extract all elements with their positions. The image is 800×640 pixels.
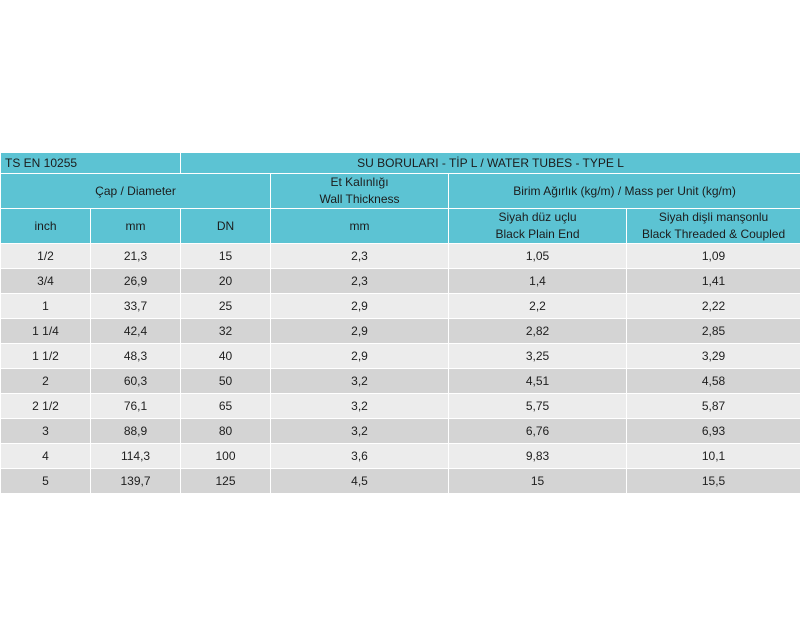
plain-end-mass-cell: 6,76 — [449, 419, 627, 444]
mm-cell: 42,4 — [91, 319, 181, 344]
title-row — [1, 153, 800, 174]
mm-cell: 88,9 — [91, 419, 181, 444]
plain-end-mass-cell: 15 — [449, 469, 627, 494]
table-row — [1, 269, 800, 294]
dn-cell: 40 — [181, 344, 271, 369]
inch-cell: 1 — [1, 294, 91, 319]
plain-end-mass-cell: 3,25 — [449, 344, 627, 369]
threaded-coupled-mass-cell: 5,87 — [627, 394, 800, 419]
thickness-cell: 3,2 — [271, 369, 449, 394]
threaded-coupled-header-tr: Siyah dişli manşonlu — [658, 210, 769, 224]
threaded-coupled-mass-cell: 15,5 — [627, 469, 800, 494]
table-body — [1, 244, 800, 494]
thickness-cell: 2,3 — [271, 269, 449, 294]
thickness-cell: 2,9 — [271, 294, 449, 319]
thickness-cell: 2,9 — [271, 319, 449, 344]
mass-header: Birim Ağırlık (kg/m) / Mass per Unit (kg/m) — [449, 174, 800, 209]
mm-cell: 48,3 — [91, 344, 181, 369]
mm-cell: 60,3 — [91, 369, 181, 394]
dn-cell: 125 — [181, 469, 271, 494]
plain-end-header-tr: Siyah düz uçlu — [498, 210, 577, 224]
threaded-coupled-mass-cell: 4,58 — [627, 369, 800, 394]
mm-cell: 21,3 — [91, 244, 181, 269]
wall-thickness-header-tr: Et Kalınlığı — [330, 175, 389, 189]
diameter-header: Çap / Diameter — [1, 174, 271, 209]
plain-end-mass-cell: 1,4 — [449, 269, 627, 294]
inch-cell: 1/2 — [1, 244, 91, 269]
threaded-coupled-mass-cell: 2,22 — [627, 294, 800, 319]
threaded-coupled-mass-cell: 1,09 — [627, 244, 800, 269]
mm-cell: 26,9 — [91, 269, 181, 294]
threaded-coupled-mass-cell: 2,85 — [627, 319, 800, 344]
table-row — [1, 444, 800, 469]
threaded-coupled-mass-cell: 3,29 — [627, 344, 800, 369]
thickness-cell: 2,3 — [271, 244, 449, 269]
thickness-mm-header: mm — [271, 209, 449, 244]
threaded-coupled-header-en: Black Threaded & Coupled — [641, 227, 786, 241]
dn-cell: 15 — [181, 244, 271, 269]
table-row — [1, 244, 800, 269]
plain-end-mass-cell: 4,51 — [449, 369, 627, 394]
water-tubes-spec-table — [0, 152, 800, 494]
standard-code: TS EN 10255 — [1, 153, 181, 174]
mm-cell: 114,3 — [91, 444, 181, 469]
threaded-coupled-mass-cell: 10,1 — [627, 444, 800, 469]
table-row — [1, 369, 800, 394]
dn-cell: 32 — [181, 319, 271, 344]
inch-cell: 4 — [1, 444, 91, 469]
thickness-cell: 3,2 — [271, 419, 449, 444]
plain-end-mass-cell: 5,75 — [449, 394, 627, 419]
mm-header: mm — [91, 209, 181, 244]
mm-cell: 33,7 — [91, 294, 181, 319]
dn-cell: 80 — [181, 419, 271, 444]
wall-thickness-header — [271, 174, 449, 209]
dn-cell: 100 — [181, 444, 271, 469]
plain-end-header-en: Black Plain End — [495, 227, 580, 241]
threaded-coupled-mass-cell: 1,41 — [627, 269, 800, 294]
inch-header: inch — [1, 209, 91, 244]
thickness-cell: 3,6 — [271, 444, 449, 469]
plain-end-header — [449, 209, 627, 244]
table-row — [1, 319, 800, 344]
inch-cell: 1 1/4 — [1, 319, 91, 344]
dn-cell: 20 — [181, 269, 271, 294]
inch-cell: 5 — [1, 469, 91, 494]
threaded-coupled-mass-cell: 6,93 — [627, 419, 800, 444]
inch-cell: 2 1/2 — [1, 394, 91, 419]
dn-cell: 50 — [181, 369, 271, 394]
inch-cell: 2 — [1, 369, 91, 394]
mm-cell: 76,1 — [91, 394, 181, 419]
table-row — [1, 419, 800, 444]
plain-end-mass-cell: 2,2 — [449, 294, 627, 319]
plain-end-mass-cell: 2,82 — [449, 319, 627, 344]
inch-cell: 3/4 — [1, 269, 91, 294]
table-row — [1, 344, 800, 369]
column-header-row — [1, 209, 800, 244]
inch-cell: 1 1/2 — [1, 344, 91, 369]
table-row — [1, 469, 800, 494]
plain-end-mass-cell: 9,83 — [449, 444, 627, 469]
dn-header: DN — [181, 209, 271, 244]
wall-thickness-header-en: Wall Thickness — [319, 192, 400, 206]
table-header — [1, 153, 800, 244]
threaded-coupled-header — [627, 209, 800, 244]
table-row — [1, 294, 800, 319]
thickness-cell: 2,9 — [271, 344, 449, 369]
table-row — [1, 394, 800, 419]
dn-cell: 65 — [181, 394, 271, 419]
inch-cell: 3 — [1, 419, 91, 444]
table-title: SU BORULARI - TİP L / WATER TUBES - TYPE L — [181, 153, 800, 174]
thickness-cell: 3,2 — [271, 394, 449, 419]
plain-end-mass-cell: 1,05 — [449, 244, 627, 269]
group-header-row — [1, 174, 800, 209]
mm-cell: 139,7 — [91, 469, 181, 494]
dn-cell: 25 — [181, 294, 271, 319]
thickness-cell: 4,5 — [271, 469, 449, 494]
